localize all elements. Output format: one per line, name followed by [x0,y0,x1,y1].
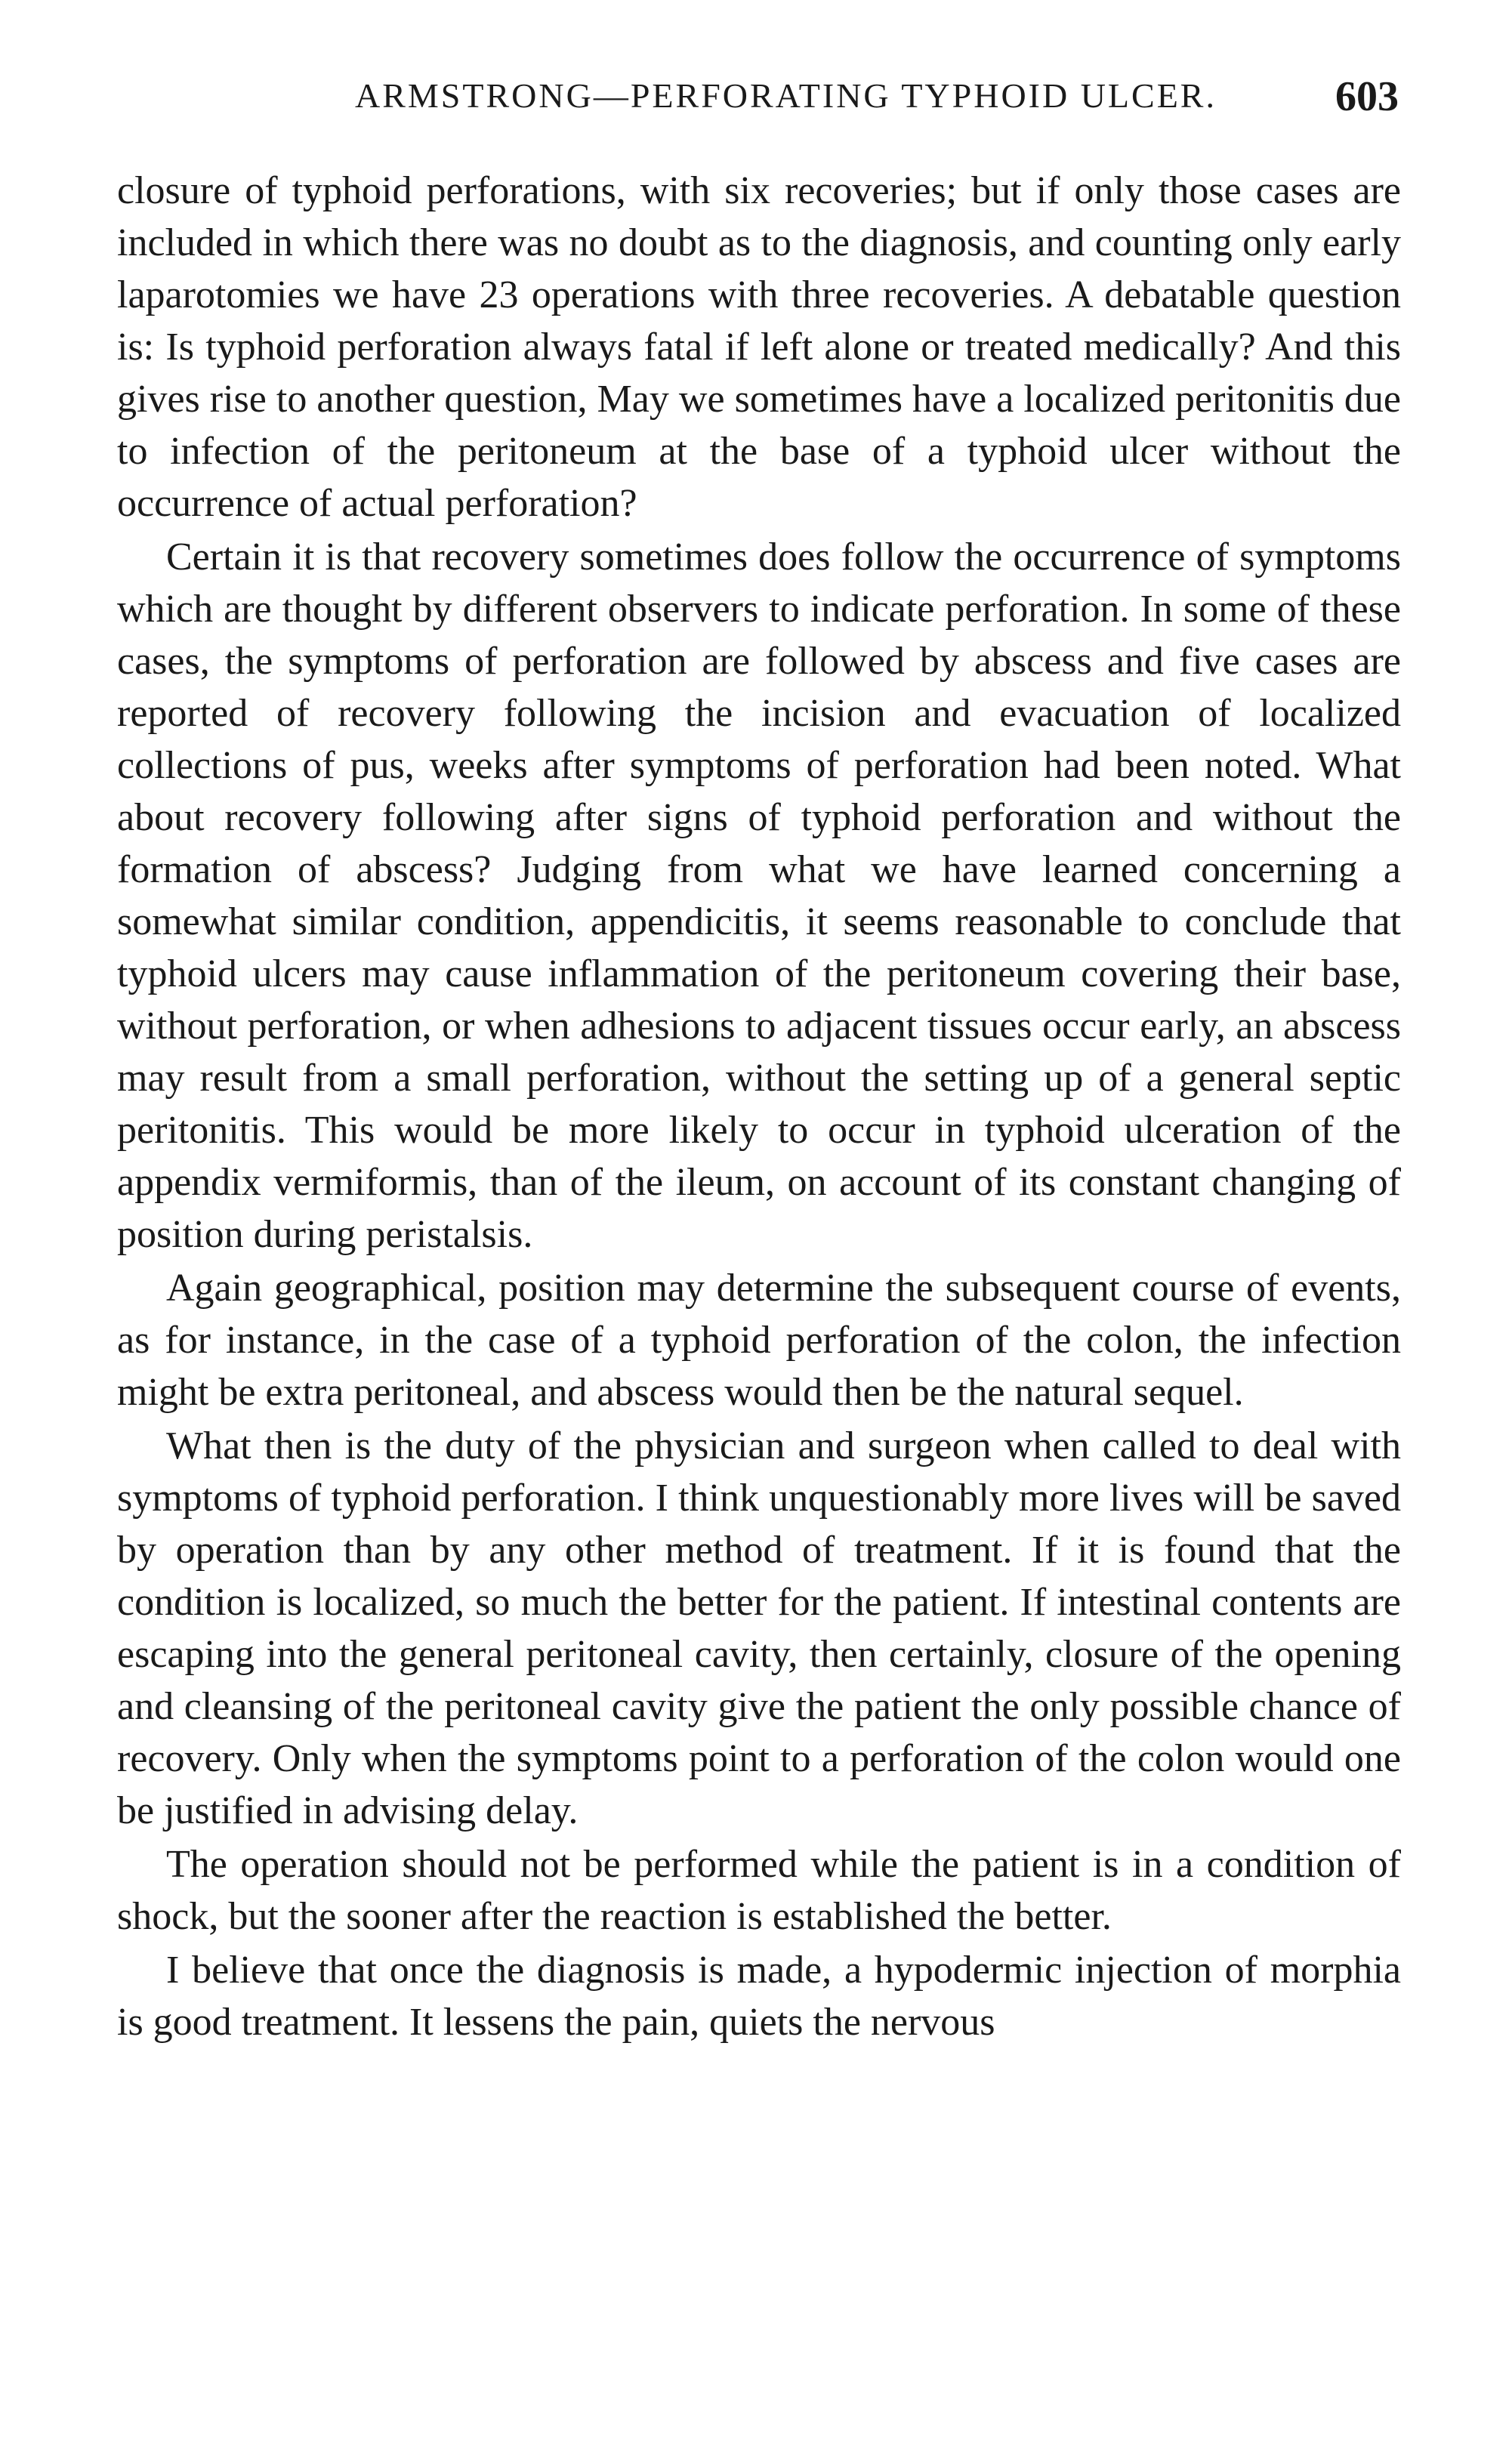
paragraph-2: Certain it is that recovery sometimes does follow the occurrence of symptoms which are thought by different observers to indicate perforation. In some of these cases, the symptoms of perforation are followed by abscess and five cases are reported of recovery following the incision and evacuation of localized collections of pus, weeks after symptoms of perforation had been noted. What about recovery following after signs of typhoid perforation and without the formation of abscess? Judging from what we have learned concerning a somewhat similar condition, appendicitis, it seems reasonable to conclude that typhoid ulcers may cause inflammation of the peritoneum covering their base, without perforation, or when adhesions to adjacent tissues occur early, an abscess may result from a small perforation, without the setting up of a general septic peritonitis. This would be more likely to occur in typhoid ulceration of the appendix vermiformis, than of the ileum, on account of its constant changing of position during peristalsis. [117,535,1401,1256]
paragraph-4: What then is the duty of the physician and surgeon when called to deal with symptoms of typhoid perforation. I think unquestionably more lives will be saved by operation than by any other method of treatment. If it is found that the condition is localized, so much the better for the patient. If intestinal contents are escaping into the general peritoneal cavity, then certainly, closure of the opening and cleansing of the peritoneal cavity give the patient the only possible chance of recovery. Only when the symptoms point to a perforation of the colon would one be justified in advising delay. [117,1424,1401,1832]
paragraph-3: Again geographical, position may determine the subsequent course of events, as for instance, in the case of a typhoid perforation of the colon, the infection might be extra peritoneal, and abscess would then be the natural sequel. [117,1267,1401,1414]
paragraph-6: I believe that once the diagnosis is made, a hypodermic injection of morphia is good treatment. It lessens the pain, quiets the nervous [117,1949,1401,2044]
page-number: 603 [1335,73,1399,120]
paragraph-1: closure of typhoid perforations, with six recoveries; but if only those cases are included in which there was no doubt as to the diagnosis, and counting only early laparotomies we have 23 operations with three recoveries. A debatable question is: Is typhoid perforation always fatal if left alone or treated medically? And this gives rise to another question, May we sometimes have a localized peritonitis due to infection of the peritoneum at the base of a typhoid ulcer without the occurrence of actual perforation? [117,169,1401,525]
paragraph-5: The operation should not be performed while the patient is in a condition of shock, but the sooner after the reaction is established the better. [117,1843,1401,1938]
body-text [117,165,1401,2048]
running-head: ARMSTRONG—PERFORATING TYPHOID ULCER. [355,76,1217,115]
